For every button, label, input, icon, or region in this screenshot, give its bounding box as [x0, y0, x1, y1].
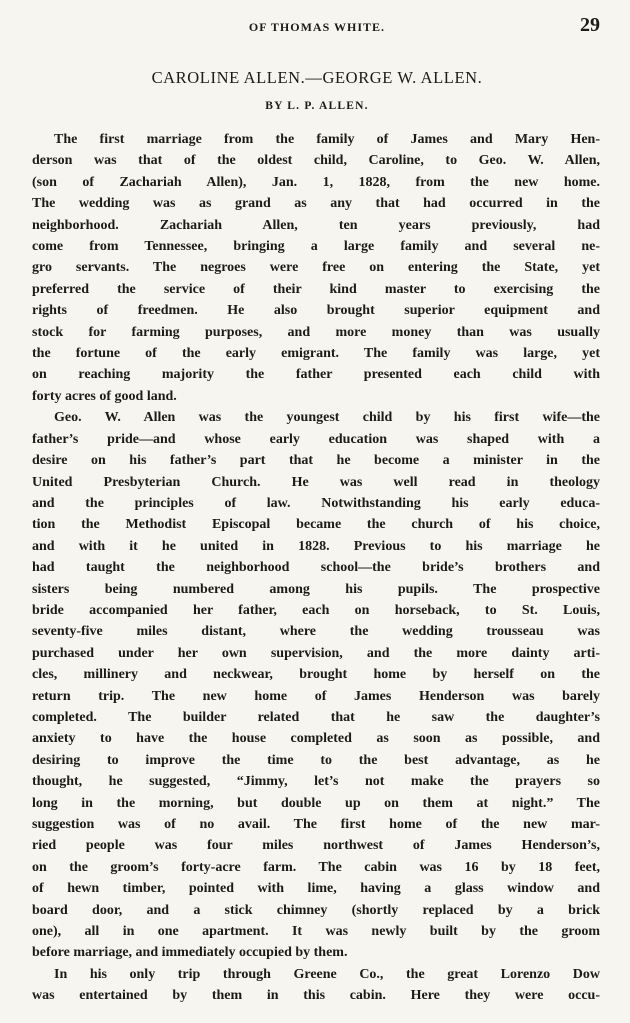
text-line: long in the morning, but double up on them at night.” The: [32, 795, 600, 811]
text-line: return trip. The new home of James Henderson was barely: [32, 688, 600, 704]
text-line: one), all in one apartment. It was newly built by the groom: [32, 924, 600, 940]
text-line: sisters being numbered among his pupils. The prospective: [32, 581, 600, 597]
text-line: come from Tennessee, bringing a large family and several ne-: [32, 239, 600, 255]
text-line: father’s pride—and whose early education was shaped with a: [32, 431, 600, 447]
running-title: OF THOMAS WHITE.: [248, 20, 386, 34]
byline: BY L. P. ALLEN.: [265, 100, 369, 112]
text-line: desire on his father’s part that he become a minister in the: [32, 453, 600, 469]
text-line: was entertained by them in this cabin. Here they were occu-: [32, 988, 600, 1004]
page-number: 29: [580, 14, 600, 36]
text-line: had taught the neighborhood school—the bride’s brothers and: [32, 560, 600, 576]
text-line: on reaching majority the father presented each child with: [32, 367, 600, 383]
text-line: of hewn timber, pointed with lime, having a glass window and: [32, 881, 600, 897]
text-line: derson was that of the oldest child, Caroline, to Geo. W. Allen,: [32, 153, 600, 169]
text-line: rights of freedmen. He also brought superior equipment and: [32, 303, 600, 319]
text-line: and the principles of law. Notwithstanding his early educa-: [32, 495, 600, 511]
text-line: United Presbyterian Church. He was well read in theology: [32, 474, 600, 490]
text-line: ried people was four miles northwest of James Henderson’s,: [32, 838, 600, 854]
text-line: board door, and a stick chimney (shortly replaced by a brick: [32, 902, 600, 918]
text-line: Geo. W. Allen was the youngest child by his first wife—the: [54, 410, 600, 426]
text-line: completed. The builder related that he saw the daughter’s: [32, 709, 600, 725]
text-line: tion the Methodist Episcopal became the church of his choice,: [32, 517, 600, 533]
text-line: bride accompanied her father, each on horseback, to St. Louis,: [32, 602, 600, 618]
text-line: The wedding was as grand as any that had occurred in the: [32, 196, 600, 212]
text-line: thought, he suggested, “Jimmy, let’s not make the prayers so: [32, 774, 600, 790]
article-title: CAROLINE ALLEN.—GEORGE W. ALLEN.: [151, 68, 483, 87]
text-line: before marriage, and immediately occupied by them.: [32, 945, 348, 961]
text-line: and with it he united in 1828. Previous to his marriage he: [32, 538, 600, 554]
text-line: the fortune of the early emigrant. The family was large, yet: [32, 346, 600, 362]
text-line: forty acres of good land.: [32, 388, 177, 404]
text-line: neighborhood. Zachariah Allen, ten years previously, had: [32, 217, 600, 233]
text-line: The first marriage from the family of James and Mary Hen-: [54, 132, 600, 147]
text-line: desiring to improve the time to the best advantage, as he: [32, 752, 600, 768]
text-line: gro servants. The negroes were free on entering the State, yet: [32, 260, 600, 276]
text-line: preferred the service of their kind master to exercising the: [32, 281, 600, 297]
text-line: suggestion was of no avail. The first home of the new mar-: [32, 817, 600, 832]
text-line: on the groom’s forty-acre farm. The cabin was 16 by 18 feet,: [32, 859, 600, 875]
running-head: [34, 14, 600, 40]
text-line: cles, millinery and neckwear, brought home by herself on the: [32, 667, 600, 683]
body-text: [32, 129, 600, 1007]
text-line: stock for farming purposes, and more money than was usually: [32, 324, 600, 340]
text-line: seventy-five miles distant, where the wedding trousseau was: [32, 624, 600, 640]
text-line: anxiety to have the house completed as soon as possible, and: [32, 731, 600, 747]
text-line: In his only trip through Greene Co., the great Lorenzo Dow: [54, 966, 600, 982]
text-line: (son of Zachariah Allen), Jan. 1, 1828, from the new home.: [32, 174, 600, 190]
text-line: purchased under her own supervision, and the more dainty arti-: [32, 645, 600, 661]
